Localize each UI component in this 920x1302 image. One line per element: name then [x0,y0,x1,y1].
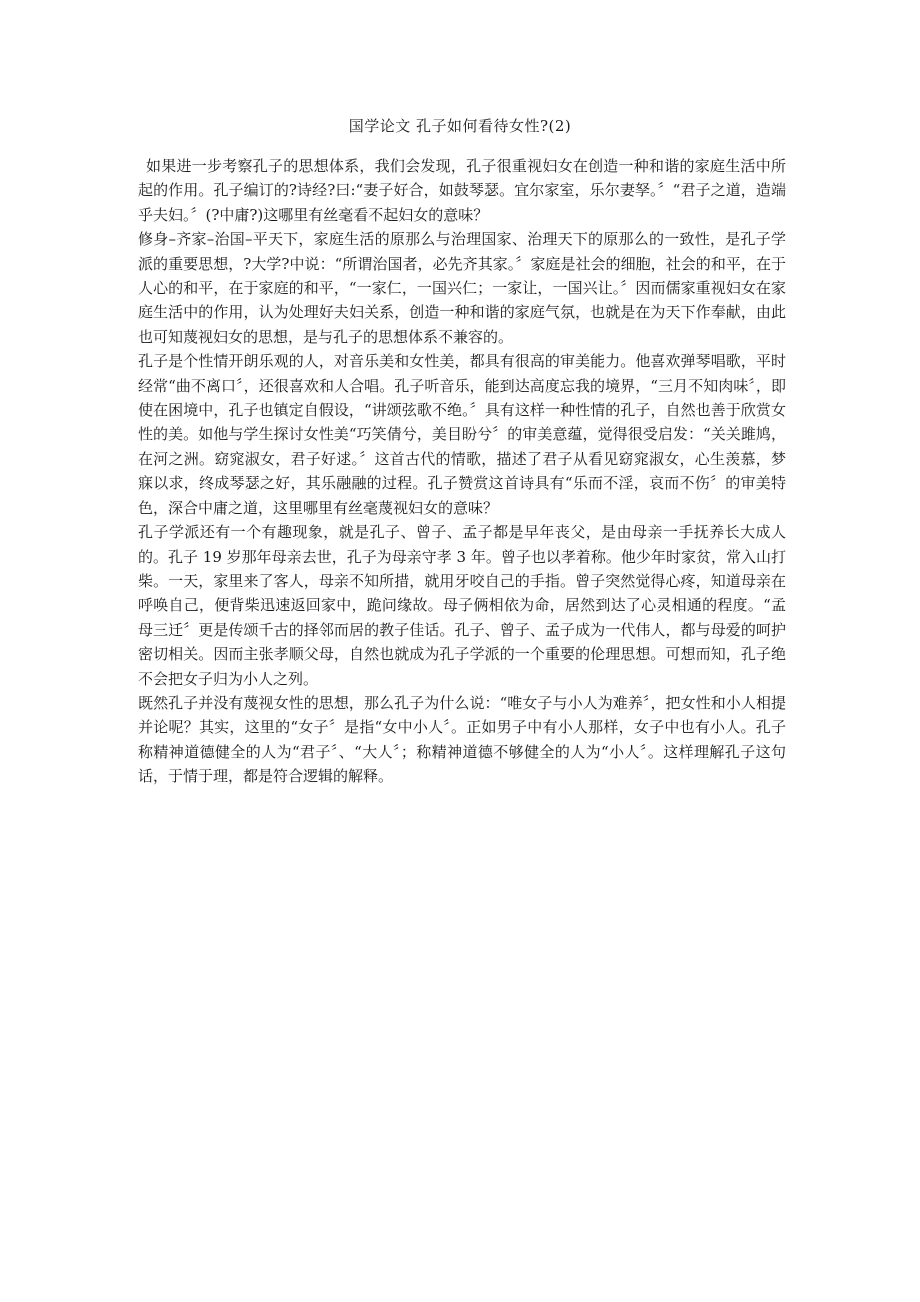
paragraph-3: 孔子是个性情开朗乐观的人，对音乐美和女性美，都具有很高的审美能力。他喜欢弹琴唱歌，平时经常“曲不离口〞，还很喜欢和人合唱。孔子听音乐，能到达高度忘我的境界，“三月不知肉味〞，即使在困境中，孔子也镇定自假设，“讲颂弦歌不绝。〞具有这样一种性情的孔子，自然也善于欣赏女性的美。如他与学生探讨女性美“巧笑倩兮，美目盼兮〞的审美意蕴，觉得很受启发：“关关雎鸠，在河之洲。窈窕淑女，君子好逑。〞这首古代的情歌，描述了君子从看见窈窕淑女，心生羡慕，梦寐以求，终成琴瑟之好，其乐融融的过程。孔子赞赏这首诗具有“乐而不淫，哀而不伤〞的审美特色，深合中庸之道，这里哪里有丝毫蔑视妇女的意味？ [138,352,786,517]
document-title: 国学论文 孔子如何看待女性?(2) [348,117,572,135]
paragraph-2: 修身–齐家–治国–平天下，家庭生活的原那么与治理国家、治理天下的原那么的一致性，是孔子学派的重要思想，?大学?中说：“所谓治国者，必先齐其家。〞家庭是社会的细胞，社会的和平，在于人心的和平，在于家庭的和平，“一家仁，一国兴仁；一家让，一国兴让。〞因而儒家重视妇女在家庭生活中的作用，认为处理好夫妇关系，创造一种和谐的家庭气氛，也就是在为天下作奉献，由此也可知蔑视妇女的思想，是与孔子的思想体系不兼容的。 [138,230,786,346]
paragraph-4: 孔子学派还有一个有趣现象，就是孔子、曾子、孟子都是早年丧父，是由母亲一手抚养长大成人的。孔子 19 岁那年母亲去世，孔子为母亲守孝 3 年。曾子也以孝着称。他少年时家贫，常入山打柴。一天，家里来了客人，母亲不知所措，就用牙咬自己的手指。曾子突然觉得心疼，知道母亲在呼唤自己，便背柴迅速返回家中，跪问缘故。母子俩相依为命，居然到达了心灵相通的程度。“孟母三迁〞更是传颂千古的择邻而居的教子佳话。孔子、曾子、孟子成为一代伟人，都与母爱的呵护密切相关。因而主张孝顺父母，自然也就成为孔子学派的一个重要的伦理思想。可想而知，孔子绝不会把女子归为小人之列。 [138,523,786,688]
paragraph-1: 如果进一步考察孔子的思想体系，我们会发现，孔子很重视妇女在创造一种和谐的家庭生活中所起的作用。孔子编订的?诗经?曰:“妻子好合，如鼓琴瑟。宜尔家室，乐尔妻孥。〞“君子之道，造端乎夫妇。〞(?中庸?)这哪里有丝毫看不起妇女的意味？ [138,157,786,224]
paragraph-5: 既然孔子并没有蔑视女性的思想，那么孔子为什么说：“唯女子与小人为难养〞，把女性和小人相提并论呢？其实，这里的“女子〞是指“女中小人〞。正如男子中有小人那样，女子中也有小人。孔子称精神道德健全的人为“君子〞、“大人〞；称精神道德不够健全的人为“小人〞。这样理解孔子这句话，于情于理，都是符合逻辑的解释。 [138,693,786,786]
document-body [138,154,786,789]
